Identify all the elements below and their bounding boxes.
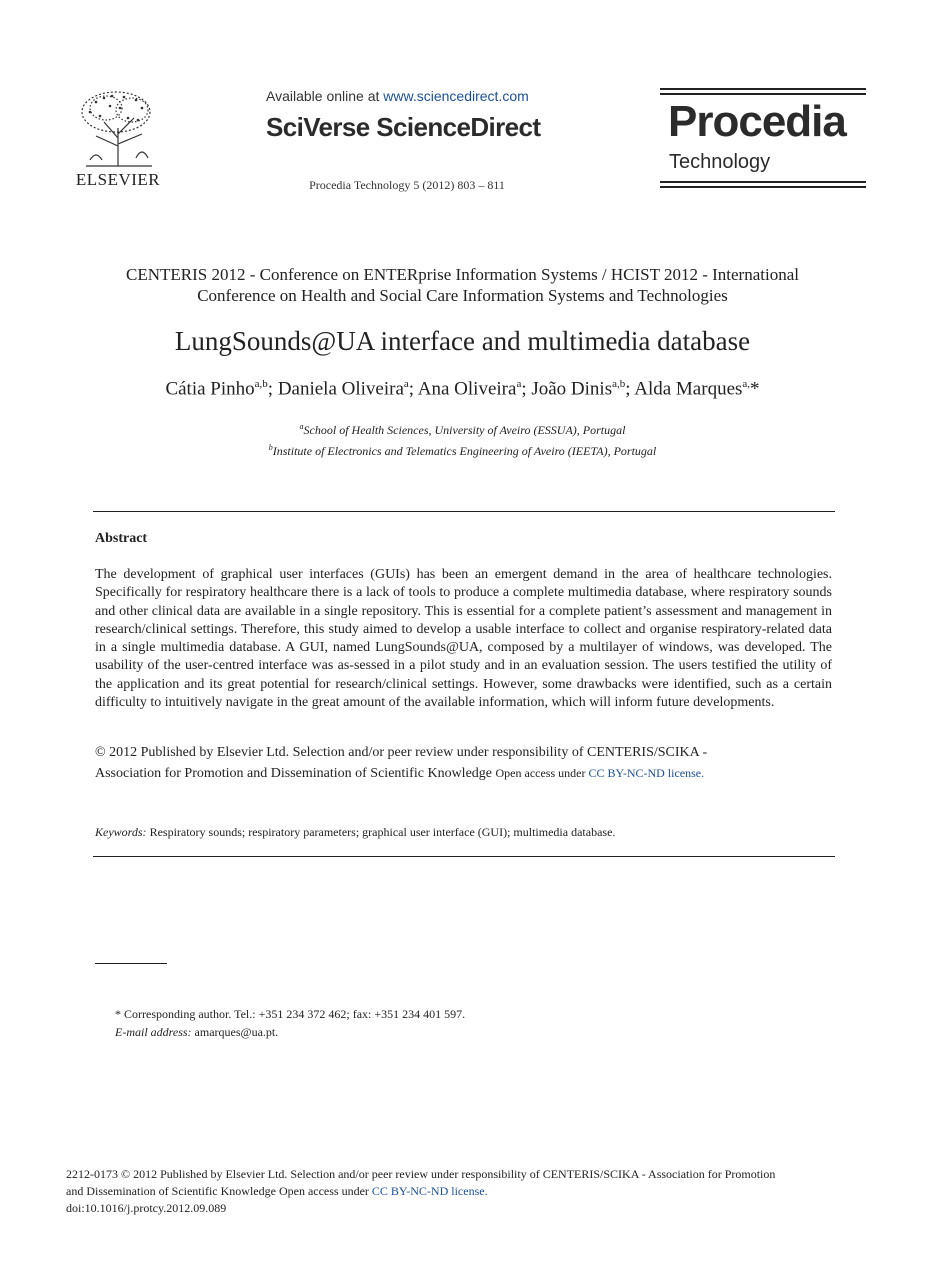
procedia-rule-top2 — [660, 93, 866, 95]
abstract-heading: Abstract — [95, 531, 148, 546]
open-access-label: Open access under — [495, 766, 589, 780]
email-note — [115, 1025, 278, 1040]
footer-line-1: 2212-0173 © 2012 Published by Elsevier Ltd. Selection and/or peer review under responsibility of CENTERIS/SCIKA - Association for Promotion — [66, 1167, 776, 1181]
author-sep: ; — [625, 378, 635, 400]
footer-license-link[interactable]: CC BY-NC-ND license. — [371, 1184, 488, 1198]
affiliation-b — [70, 439, 855, 460]
author-affil: a,b — [612, 378, 626, 390]
footer-line-2: and Dissemination of Scientific Knowledge Open access under CC BY-NC-ND license. — [66, 1184, 488, 1198]
affiliation-mark: a — [299, 422, 304, 431]
corresponding-author-note: * Corresponding author. Tel.: +351 234 372 462; fax: +351 234 401 597. — [115, 1007, 466, 1021]
procedia-subtitle: Technology — [669, 151, 771, 173]
affiliation-text: School of Health Sciences, University of Aveiro (ESSUA), Portugal — [303, 423, 626, 437]
copyright-line-1: © 2012 Published by Elsevier Ltd. Selection and/or peer review under responsibility of CENTERIS/SCIKA - — [95, 745, 708, 760]
affiliation-mark: b — [268, 443, 273, 452]
author-name: Ana Oliveira — [417, 378, 517, 400]
journal-reference: Procedia Technology 5 (2012) 803 – 811 — [309, 178, 505, 192]
procedia-rule-bottom — [660, 181, 866, 183]
elsevier-logo — [72, 88, 164, 192]
author-affil: a — [403, 378, 409, 390]
procedia-rule-top — [660, 88, 866, 90]
abstract-body: The development of graphical user interfaces (GUIs) has been an emergent demand in the area of healthcare technologies. Specifically for respiratory healthcare there is a lack of tools to produce a complete multimedia database, where respiratory sounds and other clinical data are available in a single repository. This is essential for a complete patient’s assessment and management in research/clinical settings. Therefore, this study aimed to develop a usable interface to collect and organise respiratory-related data in a single multimedia database. A GUI, named LungSounds@UA, composed by a multilayer of windows, was developed. The usability of the user-centred interface was as-sessed in a pilot study and in an evaluation session. The users testified the utility of the application and its great potential for research/clinical settings. However, some drawbacks were identified, such as a certain difficulty to intuitively navigate in the great amount of the available information, which will inform future developments. — [95, 567, 832, 711]
license-link[interactable]: CC BY-NC-ND license. — [588, 766, 705, 780]
procedia-logo — [660, 88, 866, 190]
platform-name: SciVerse ScienceDirect — [266, 112, 541, 142]
sciencedirect-link[interactable]: www.sciencedirect.com — [383, 88, 529, 104]
author-affil: a, — [742, 378, 751, 390]
author-name: Alda Marques — [634, 378, 743, 400]
author-affil: a — [516, 378, 522, 390]
doi[interactable]: doi:10.1016/j.protcy.2012.09.089 — [66, 1201, 227, 1215]
available-prefix: Available online at — [266, 88, 384, 104]
keywords-text: Respiratory sounds; respiratory parameters; graphical user interface (GUI); multimedia database. — [146, 825, 616, 839]
footnote-rule — [95, 963, 167, 964]
keywords-label: Keywords: — [95, 825, 147, 839]
procedia-rule-bottom2 — [660, 186, 866, 188]
author-sep: ; — [408, 378, 418, 400]
author-name: Daniela Oliveira — [277, 378, 404, 400]
affiliation-a — [70, 418, 855, 439]
author-sep: ; — [267, 378, 278, 400]
author-sep: ; — [521, 378, 532, 400]
divider-top — [93, 511, 835, 512]
keywords — [95, 825, 835, 840]
email-address[interactable]: amarques@ua.pt. — [191, 1025, 279, 1039]
author-name: Cátia Pinho — [165, 378, 255, 400]
divider-bottom — [93, 856, 835, 857]
author-affil: a,b — [254, 378, 268, 390]
copyright-line-2: Association for Promotion and Dissemination of Scientific Knowledge Open access under CC BY-NC-ND license. — [95, 766, 705, 781]
available-online — [266, 88, 529, 104]
page-footer — [66, 1166, 856, 1217]
affiliation-text: Institute of Electronics and Telematics Engineering of Aveiro (IEETA), Portugal — [272, 444, 657, 458]
conference-line-2: Conference on Health and Social Care Information Systems and Technologies — [197, 286, 728, 305]
elsevier-wordmark: ELSEVIER — [75, 170, 161, 189]
footer-open-access: Open access under — [275, 1184, 372, 1198]
copyright-notice — [95, 742, 835, 784]
author-list — [70, 378, 855, 400]
corresponding-mark: * — [750, 378, 760, 400]
elsevier-tree-icon — [76, 88, 160, 168]
email-label: E-mail address: — [115, 1025, 192, 1039]
paper-title: LungSounds@UA interface and multimedia database — [174, 326, 751, 356]
conference-name — [70, 264, 855, 306]
conference-line-1: CENTERIS 2012 - Conference on ENTERprise Information Systems / HCIST 2012 - International — [126, 265, 799, 284]
author-name: João Dinis — [531, 378, 613, 400]
affiliations — [70, 418, 855, 460]
procedia-title: Procedia — [668, 97, 846, 146]
